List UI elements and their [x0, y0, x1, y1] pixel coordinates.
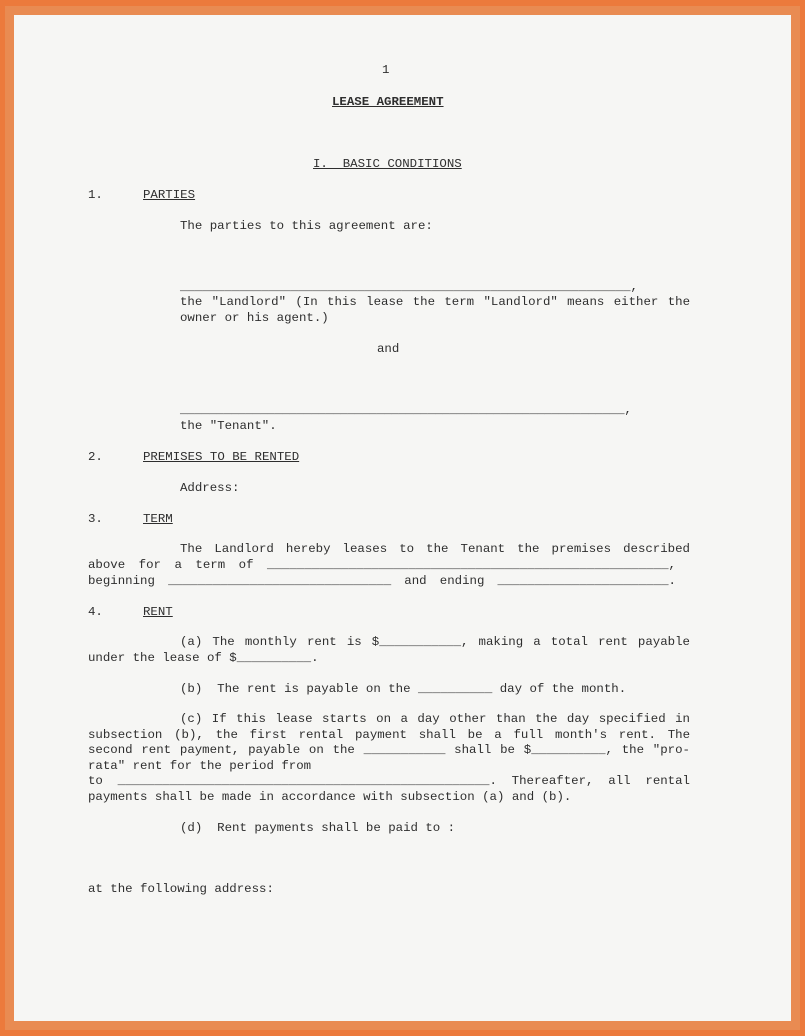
landlord-description-2: owner or his agent.) [180, 311, 329, 325]
section-4-number: 4. [88, 605, 103, 619]
document-page [14, 15, 791, 1021]
landlord-name-line: _____________________________________________________________, [180, 280, 638, 294]
section-3-heading: TERM [143, 512, 173, 526]
section-1-number: 1. [88, 188, 103, 202]
rent-a-line-1: (a) The monthly rent is $___________, making a total rent payable [180, 635, 690, 649]
following-address-label: at the following address: [88, 882, 274, 896]
parties-intro: The parties to this agreement are: [180, 219, 433, 233]
address-label: Address: [180, 481, 240, 495]
tenant-description: the "Tenant". [180, 419, 277, 433]
section-heading: I. BASIC CONDITIONS [313, 157, 462, 171]
rent-c-line-4: rata" rent for the period from [88, 759, 312, 773]
rent-c-line-6: payments shall be made in accordance with subsection (a) and (b). [88, 790, 572, 804]
section-1-heading: PARTIES [143, 188, 196, 202]
and-text: and [377, 342, 400, 356]
rent-b-line-1: (b) The rent is payable on the __________ day of the month. [180, 682, 627, 696]
tenant-name-line: _____________________________________________________________, [180, 403, 632, 417]
rent-c-line-5: to __________________________________________________. Thereafter, all rental [88, 774, 690, 788]
document-title: LEASE AGREEMENT [332, 95, 444, 109]
rent-c-line-2: subsection (b), the first rental payment shall be a full month's rent. The [88, 728, 690, 742]
term-line-2: above for a term of ______________________________________________________, [88, 558, 676, 572]
rent-a-line-2: under the lease of $__________. [88, 651, 319, 665]
section-4-heading: RENT [143, 605, 173, 619]
page-number: 1 [382, 63, 390, 77]
term-line-3: beginning ______________________________ and ending _______________________. [88, 574, 676, 588]
rent-d-line-1: (d) Rent payments shall be paid to : [180, 821, 456, 835]
rent-c-line-1: (c) If this lease starts on a day other than the day specified in [180, 712, 690, 726]
term-line-1: The Landlord hereby leases to the Tenant the premises described [180, 542, 690, 556]
section-2-heading: PREMISES TO BE RENTED [143, 450, 300, 464]
rent-c-line-3: second rent payment, payable on the ___________ shall be $__________, the "pro- [88, 743, 690, 757]
section-3-number: 3. [88, 512, 103, 526]
landlord-description-1: the "Landlord" (In this lease the term "Landlord" means either the [180, 295, 690, 309]
document-frame [5, 6, 800, 1030]
section-2-number: 2. [88, 450, 103, 464]
